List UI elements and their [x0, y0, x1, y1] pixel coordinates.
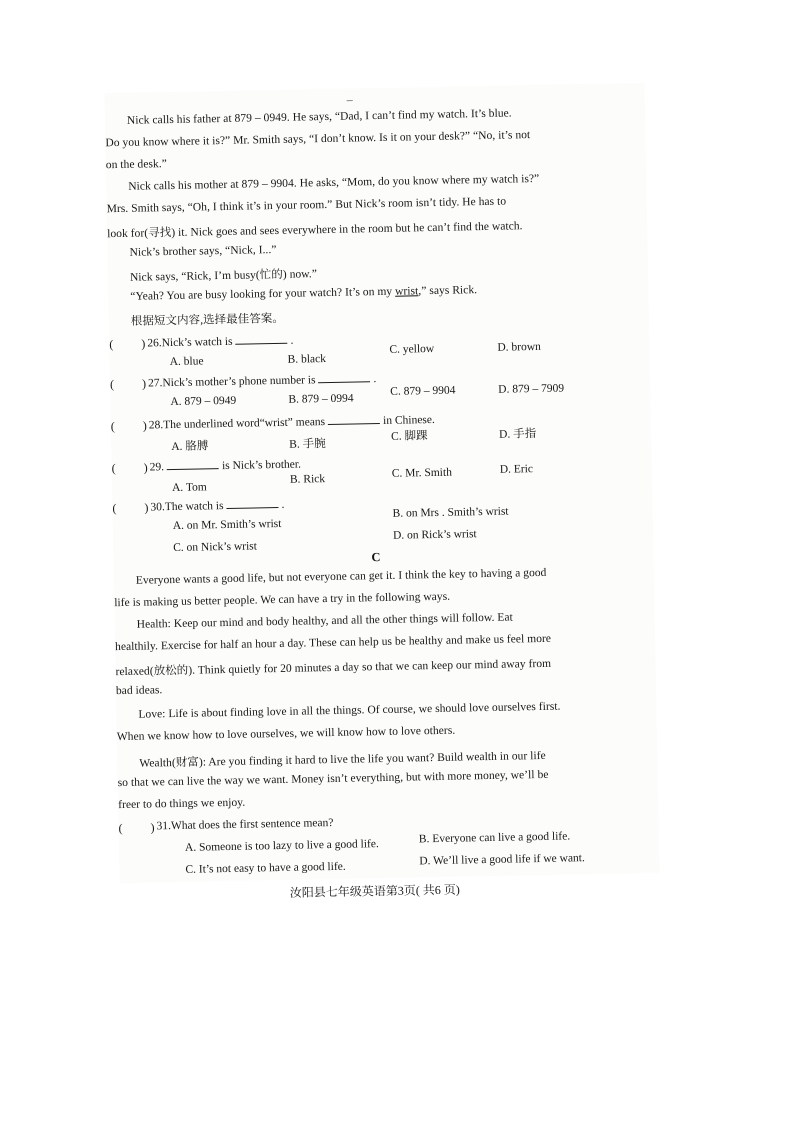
question-number: 30.	[150, 501, 165, 514]
question-text: What does the first sentence mean?	[170, 816, 334, 833]
answer-blank	[226, 498, 278, 509]
option-d[interactable]: D. 879 – 7909	[498, 382, 565, 396]
passage-line: Wealth(财富): Are you finding it hard to live the life you want? Build wealth in our life	[139, 749, 546, 770]
question-31	[156, 817, 333, 832]
option-d[interactable]: D. 手指	[498, 428, 537, 441]
answer-paren-close: )	[143, 460, 148, 475]
passage-line: When we know how to love ourselves, we will know how to love others.	[116, 724, 456, 744]
passage-line: bad ideas.	[115, 684, 163, 698]
passage-line: relaxed(放松的). Think quietly for 20 minutes a day so that we can keep our mind away from	[115, 657, 552, 679]
answer-paren-close: )	[141, 336, 146, 351]
question-number: 29.	[149, 461, 165, 474]
option-d[interactable]: D. on Rick’s wrist	[392, 528, 477, 542]
question-text: in Chinese.	[382, 413, 435, 427]
exam-page	[104, 83, 659, 900]
answer-paren-open[interactable]: (	[111, 461, 116, 476]
answer-paren-close: )	[144, 500, 149, 515]
answer-blank	[318, 372, 370, 383]
passage-line: Nick calls his mother at 879 – 9904. He asks, “Mom, do you know where my watch is?”	[128, 172, 540, 193]
page-top-mark: _	[346, 88, 353, 103]
question-text: Nick’s watch is	[161, 335, 233, 350]
answer-blank	[235, 334, 287, 345]
passage-line: healthily. Exercise for half an hour a day. These can help us be healthy and make us feel more	[114, 632, 552, 654]
question-29	[150, 458, 302, 474]
answer-paren-open[interactable]: (	[118, 821, 123, 836]
question-text: The underlined word“wrist” means	[163, 416, 326, 432]
option-b[interactable]: B. black	[287, 353, 327, 366]
option-a[interactable]: A. 胳膊	[171, 440, 209, 454]
option-c[interactable]: C. 879 – 9904	[390, 384, 456, 398]
option-a[interactable]: A. blue	[169, 355, 204, 369]
underlined-word: wrist	[394, 285, 419, 298]
question-text: The watch is	[164, 500, 224, 514]
question-number: 31.	[156, 820, 172, 833]
question-text: Nick’s mother’s phone number is	[162, 374, 316, 390]
question-number: 27.	[147, 377, 163, 390]
option-c[interactable]: C. yellow	[389, 342, 435, 356]
question-number: 28.	[148, 419, 164, 432]
passage-line: Nick calls his father at 879 – 0949. He says, “Dad, I can’t find my watch. It’s blue.	[126, 107, 512, 127]
option-c[interactable]: C. 脚踝	[390, 430, 428, 443]
question-text: is Nick’s brother.	[221, 458, 302, 473]
answer-paren-close: )	[150, 820, 155, 835]
passage-line: life is making us better people. We can have a try in the following ways.	[114, 590, 451, 610]
answer-blank	[328, 414, 380, 425]
question-number: 26.	[147, 337, 162, 350]
passage-line: Do you know where it is?” Mr. Smith says, “I don’t know. Is it on your desk?” “No, it’s not	[105, 129, 531, 150]
question-text: .	[281, 498, 285, 511]
option-a[interactable]: A. on Mr. Smith’s wrist	[172, 517, 282, 533]
passage-line: Love: Life is about finding love in all the things. Of course, we should love ourselves first.	[138, 700, 561, 721]
passage-line: look for(寻找) it. Nick goes and sees everywhere in the room but he can’t find the watch.	[107, 220, 523, 241]
passage-text: “Yeah? You are busy looking for your watch? It’s on my	[130, 285, 396, 303]
answer-paren-open[interactable]: (	[109, 377, 115, 392]
passage-line: Nick says, “Rick, I’m busy(忙的) now.”	[129, 268, 318, 284]
option-a[interactable]: A. 879 – 0949	[170, 394, 237, 409]
passage-line: Mrs. Smith says, “Oh, I think it’s in your room.” But Nick’s room isn’t tidy. He has to	[106, 195, 507, 216]
passage-line: so that we can live the way we want. Money isn’t everything, but with more money, we’ll be	[117, 768, 549, 790]
answer-paren-close: )	[141, 376, 147, 391]
option-b[interactable]: B. on Mrs . Smith’s wrist	[392, 505, 509, 520]
answer-paren-open[interactable]: (	[112, 501, 117, 516]
question-27	[148, 372, 377, 389]
option-b[interactable]: B. Everyone can live a good life.	[418, 830, 571, 846]
question-text: .	[290, 334, 294, 347]
answer-paren-open[interactable]: (	[109, 337, 114, 352]
option-c[interactable]: C. on Nick’s wrist	[173, 540, 258, 555]
answer-paren-open[interactable]: (	[110, 419, 115, 434]
section-heading: C	[371, 550, 381, 565]
option-a[interactable]: A. Someone is too lazy to live a good life.	[184, 838, 379, 854]
option-c[interactable]: C. Mr. Smith	[391, 466, 453, 480]
option-d[interactable]: D. Eric	[499, 463, 534, 476]
question-30	[150, 498, 284, 514]
passage-line: freer to do things we enjoy.	[118, 796, 246, 812]
option-b[interactable]: B. Rick	[289, 473, 326, 486]
option-a[interactable]: A. Tom	[171, 481, 207, 495]
option-d[interactable]: D. We’ll live a good life if we want.	[419, 852, 585, 868]
passage-line: on the desk.”	[105, 158, 167, 172]
passage-line: Health: Keep our mind and body healthy, and all the other things will follow. Eat	[136, 611, 513, 631]
instruction: 根据短文内容,选择最佳答案。	[130, 312, 285, 328]
option-c[interactable]: C. It’s not easy to have a good life.	[185, 860, 346, 876]
passage-text: ,” says Rick.	[418, 284, 478, 298]
option-b[interactable]: B. 手腕	[289, 438, 326, 451]
answer-blank	[167, 459, 219, 470]
option-d[interactable]: D. brown	[497, 340, 541, 354]
passage-line-last	[130, 284, 477, 303]
option-b[interactable]: B. 879 – 0994	[288, 392, 354, 406]
question-text: .	[373, 373, 377, 386]
page-footer: 汝阳县七年级英语第3页( 共6 页)	[289, 882, 460, 900]
question-26	[147, 334, 293, 350]
passage-line: Everyone wants a good life, but not everyone can get it. I think the key to having a good	[135, 566, 547, 587]
passage-line: Nick’s brother says, “Nick, I...”	[129, 243, 277, 259]
answer-paren-close: )	[142, 418, 147, 433]
